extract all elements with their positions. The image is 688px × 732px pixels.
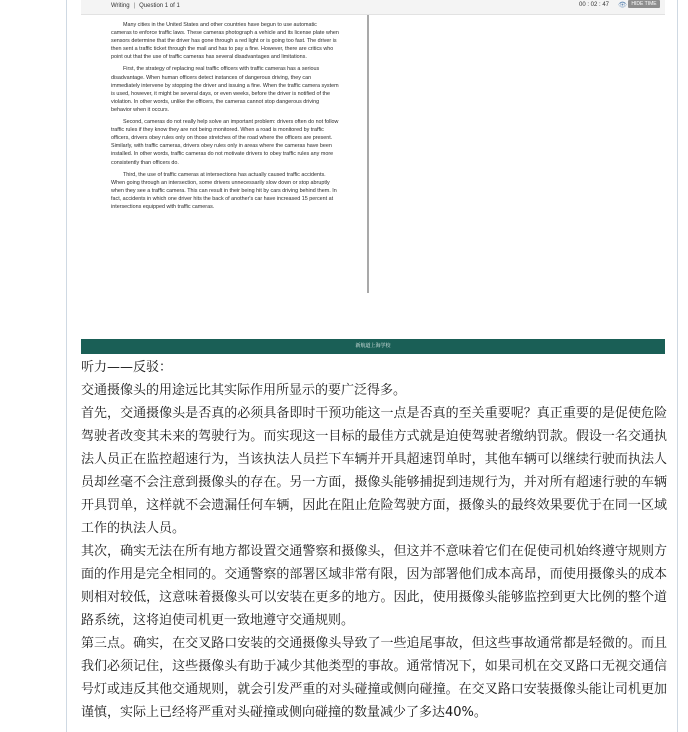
section-label: Writing [111, 3, 130, 9]
notes-paragraph: 首先，交通摄像头是否真的必须具备即时干预功能这一点是否真的至关重要呢？真正重要的是促使危险驾驶者改变其未来的驾驶行为。而实现这一目标的最佳方式就是迫使驾驶者缴纳罚款。假设一名交通执法人员正在监控超速行为，当该执法人员拦下车辆并开具超速罚单时，其他车辆可以继续行驶而执法人员却丝毫不会注意到摄像头的存在。另一方面，摄像头能够捕捉到违规行为，并对所有超速行驶的车辆开具罚单，这样就不会遗漏任何车辆，因此在阻止危险驾驶方面，摄像头的最终效果要优于在同一区域工作的执法人员。 [81, 406, 667, 536]
pane-divider[interactable] [367, 15, 369, 293]
timer: 00 : 02 : 47 [579, 2, 610, 8]
reading-paragraph: Many cities in the United States and other countries have begun to use automatic cameras to enforce traffic laws. These cameras photograph a vehicle and its license plate when sensors determine that the driver has gone through a red light or is going too fast. The driver is then sent a traffic ticket through the mail and has to pay a fine. However, there are critics who point out that the use of traffic cameras has several disadvantages and limitations. [111, 22, 339, 61]
reading-passage [111, 21, 339, 215]
hide-time-button[interactable]: HIDE TIME [628, 0, 660, 8]
question-counter: Question 1 of 1 [139, 3, 180, 9]
watermark-footer: 新航道上海学校 [81, 339, 665, 354]
embedded-test-screenshot [81, 0, 665, 354]
reading-paragraph: First, the strategy of replacing real traffic officers with traffic cameras has a serious disadvantage. When human officers detect instances of dangerous driving, they can immediately intervene by stopping the driver and issuing a fine. When the traffic camera system is used, however, it might be several days, or even weeks, before the driver is notified of the violation. In other words, unlike the officers, the cameras cannot stop dangerous driving behavior when it occurs. [111, 66, 339, 113]
notes-paragraph: 交通摄像头的用途远比其实际作用所显示的要广泛得多。 [81, 383, 407, 398]
page-left-margin [0, 0, 66, 732]
content-right-border [677, 0, 678, 732]
breadcrumb-separator: | [133, 3, 136, 9]
notes-text [81, 356, 667, 724]
reading-paragraph: Third, the use of traffic cameras at intersections has actually caused traffic accidents. When going through an intersection, some drivers unnecessarily slow down or stop abruptly when they see a traffic camera. This can result in their being hit by cars driving behind them. In fact, accidents in which one driver hits the back of another's car have increased 15 percent at intersections equipped with traffic cameras. [111, 171, 337, 210]
eye-icon[interactable]: 👁 [618, 2, 627, 9]
content-left-border [66, 0, 67, 732]
notes-heading: 听力——反驳： [81, 360, 173, 375]
notes-paragraph: 其次，确实无法在所有地方都设置交通警察和摄像头，但这并不意味着它们在促使司机始终遵守规则方面的作用是完全相同的。交通警察的部署区域非常有限，因为部署他们成本高昂，而使用摄像头的成本则相对较低，这意味着摄像头可以安装在更多的地方。因此，使用摄像头能够监控到更大比例的整个道路系统，这将迫使司机更一致地遵守交通规则。 [81, 544, 667, 628]
test-toolbar [81, 0, 665, 15]
reading-paragraph: Second, cameras do not really help solve an important problem: drivers often do not follow traffic rules if they know they are not being monitored. When a road is monitored by traffic officers, drivers obey rules only on those stretches of the road where the officers are present. Similarly, with traffic cameras, drivers obey rules only in areas where the cameras have been installed. In other words, traffic cameras do not motivate drivers to obey traffic rules any more consistently than officers do. [111, 119, 339, 166]
breadcrumb [111, 3, 180, 9]
notes-paragraph: 第三点。确实，在交叉路口安装的交通摄像头导致了一些追尾事故，但这些事故通常都是轻微的。而且我们必须记住，这些摄像头有助于减少其他类型的事故。通常情况下，如果司机在交叉路口无视交通信号灯或违反其他交通规则，就会引发严重的对头碰撞或侧向碰撞。在交叉路口安装摄像头能让司机更加谨慎，实际上已经将严重对头碰撞或侧向碰撞的数量减少了多达40%。 [81, 636, 667, 720]
